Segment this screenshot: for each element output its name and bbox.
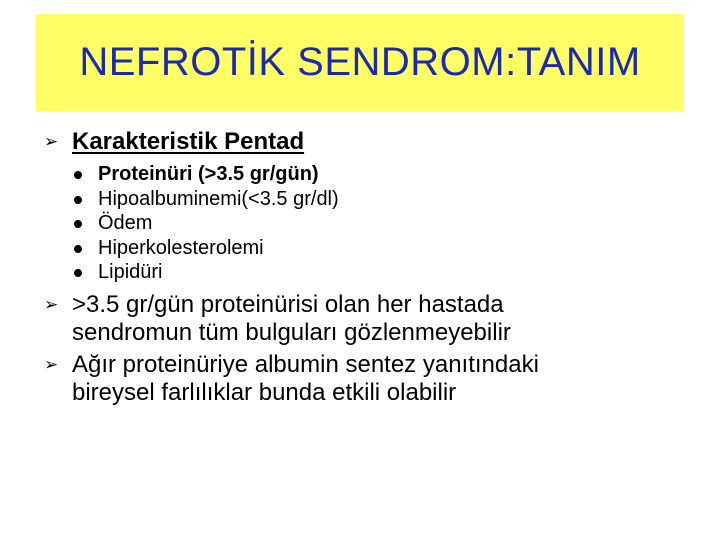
arrow-bullet-icon: ➢: [44, 354, 59, 374]
bullet-note-proteinuri: [44, 291, 684, 347]
list-item-label: Hipoalbuminemi(<3.5 gr/dl): [98, 187, 339, 210]
pentad-heading: Karakteristik Pentad: [72, 128, 305, 155]
note-line: >3.5 gr/gün proteinürisi olan her hastada: [72, 290, 504, 318]
round-bullet-icon: [74, 196, 82, 204]
pentad-list: [72, 162, 684, 285]
note-line: Ağır proteinüriye albumin sentez yanıtındaki: [72, 350, 539, 378]
list-item-label: Proteinüri (>3.5 gr/gün): [98, 163, 319, 185]
round-bullet-icon: [74, 269, 82, 277]
list-item-label: Hiperkolesterolemi: [98, 236, 264, 259]
arrow-bullet-icon: ➢: [44, 132, 59, 151]
list-item-label: Lipidüri: [98, 261, 163, 283]
arrow-bullet-icon: ➢: [44, 294, 59, 314]
list-item-label: Ödem: [98, 212, 153, 234]
list-item-odem: [72, 211, 684, 236]
list-item-lipiduri: [72, 260, 684, 285]
round-bullet-icon: [74, 220, 82, 228]
list-item-proteinuri: [72, 162, 684, 187]
list-item-hipoalbuminemi: [72, 187, 684, 212]
round-bullet-icon: [74, 245, 82, 253]
note-line: sendromun tüm bulguları gözlenmeyebilir: [72, 318, 511, 346]
round-bullet-icon: [74, 171, 82, 179]
note-line: bireysel farlılıklar bunda etkili olabilir: [72, 378, 457, 406]
bullet-karakteristik-pentad: [44, 128, 684, 156]
bullet-note-albumin: [44, 351, 684, 407]
slide-title: NEFROTİK SENDROM:TANIM: [79, 40, 641, 84]
list-item-hiperkolesterolemi: [72, 236, 684, 261]
title-banner: [36, 14, 684, 111]
slide-body: [44, 128, 684, 407]
